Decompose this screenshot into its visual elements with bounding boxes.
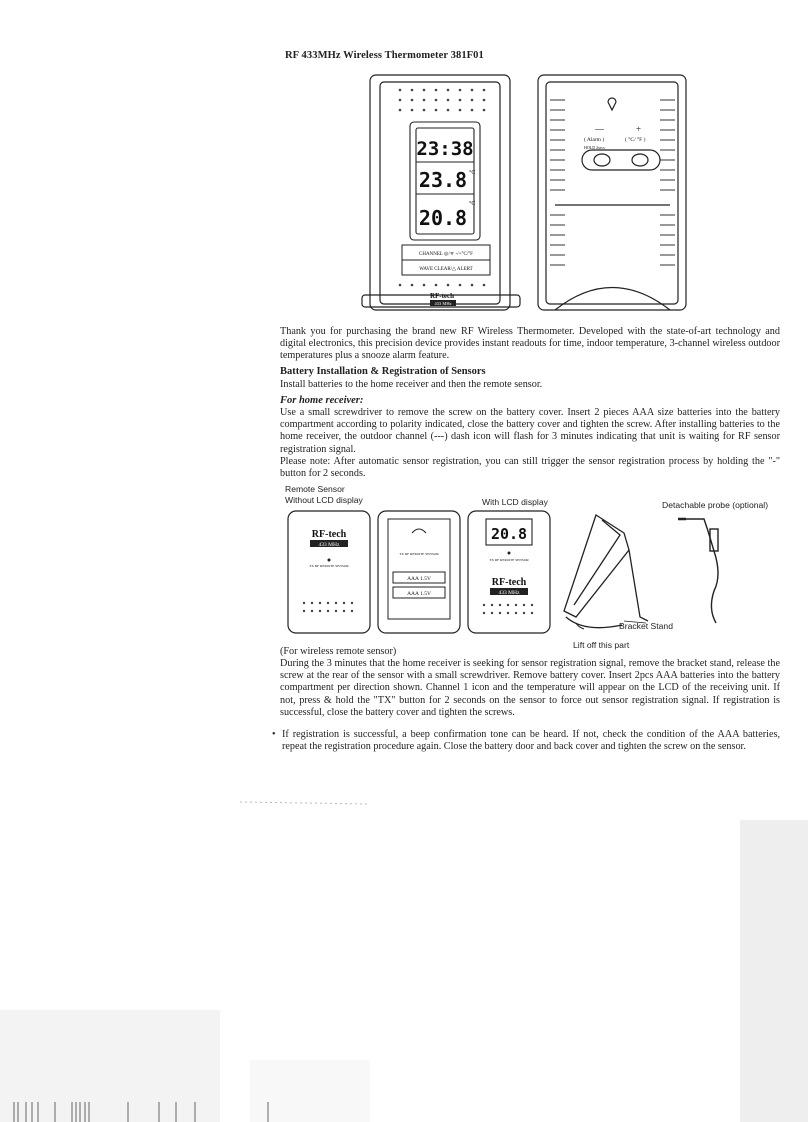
- back-minus-button[interactable]: [594, 154, 610, 166]
- wireless-text: During the 3 minutes that the home receiver is seeking for sensor registration signal, remove the bracket stand, release the screw at the rear of the sensor with a small screwdriver. Remove battery cover. Insert 2pcs AAA batteries into the battery compartment per direction shown. Channel 1 icon and the temperature will appear on the LCD of the receiving unit. If not, press & hold the "TX" button for 2 seconds on the sensor to force out sensor registration signal. If registration is successful, close the battery cover and tighten the screws.: [280, 658, 780, 718]
- intro-paragraph: Thank you for purchasing the brand new RF Wireless Thermometer. Developed with the state-of-art technology and digital electronics, this precision device provides instant readouts for time, indoor temperature, 3-channel wireless outdoor temperatures plus a snooze alarm feature.: [280, 326, 780, 362]
- battery-intro: Install batteries to the home receiver and then the remote sensor.: [280, 379, 543, 390]
- sensor-dots-1: [303, 602, 353, 612]
- with-lcd-label: With LCD display: [482, 497, 548, 507]
- note-text: Please note: After automatic sensor registration, you can still trigger the sensor registration process by holding the "-" button for 2 seconds.: [280, 456, 780, 480]
- sensor-brand-1: RF-tech: [311, 529, 347, 540]
- remote-sensor-label: Remote Sensor: [285, 484, 345, 494]
- lcd-indoor-temp: 23.8: [418, 168, 468, 192]
- tx-label-1: TX RF REMOTE SENSOR: [309, 564, 349, 568]
- home-receiver-heading: For home receiver:: [280, 395, 364, 406]
- sensor-led-1: [328, 559, 331, 562]
- document-title: RF 433MHz Wireless Thermometer 381F01: [285, 50, 484, 61]
- lcd-unit-indoor: °C: [469, 170, 476, 176]
- sensor-dots-2: [483, 604, 533, 614]
- receiver-brand-sub: 433 MHz: [434, 301, 452, 306]
- battery-1-label: AAA 1.5V: [407, 576, 431, 582]
- sensor-led-2: [508, 552, 511, 555]
- back-plus-label: +: [636, 124, 642, 134]
- sensor-brand-sub-1: 433 MHz: [318, 542, 340, 548]
- wireless-heading: (For wireless remote sensor): [280, 646, 397, 657]
- receiver-brand: RF-tech: [429, 292, 455, 300]
- sensor-side-view: [564, 515, 648, 628]
- probe-cable: [682, 519, 718, 623]
- buttons-row-1[interactable]: CHANNEL ◎/ᯤ -/+°C/°F: [419, 252, 473, 257]
- back-vent-slats: [550, 100, 675, 265]
- battery-2-label: AAA 1.5V: [407, 591, 431, 597]
- sensor-illustration: [284, 505, 754, 650]
- battery-compartment: [388, 519, 450, 619]
- buttons-row-2[interactable]: WAVE CLEAR/△ ALERT: [419, 267, 473, 272]
- lcd-outdoor-temp: 20.8: [418, 206, 468, 230]
- back-plus-button[interactable]: [632, 154, 648, 166]
- screw-slot-icon: [412, 529, 426, 533]
- scan-noise: [0, 760, 808, 1122]
- bullet-icon: •: [272, 729, 276, 740]
- bullet-text: If registration is successful, a beep confirmation tone can be heard. If not, check the condition of the AAA batteries, repeat the registration procedure again. Close the battery door and back cover and tighten the screw on the sensor.: [282, 729, 780, 753]
- probe-label: Detachable probe (optional): [662, 500, 769, 510]
- without-lcd-label: Without LCD display: [285, 495, 363, 505]
- back-alarm-label: ( Alarm ): [584, 137, 605, 143]
- tx-label-2: TX RF REMOTE SENSOR: [399, 552, 439, 556]
- sensor-brand-2: RF-tech: [491, 577, 527, 588]
- lcd-unit-outdoor: °C: [469, 201, 476, 207]
- lift-label: Lift off this part: [573, 640, 630, 650]
- back-minus-label: —: [595, 124, 604, 134]
- sensor-brand-sub-2: 433 MHz: [498, 590, 520, 596]
- back-hold-label: HOLD 2secs: [584, 145, 605, 150]
- battery-heading: Battery Installation & Registration of Sensors: [280, 366, 486, 377]
- sensor-lcd-value: 20.8: [490, 525, 528, 543]
- home-receiver-text: Use a small screwdriver to remove the screw on the battery cover. Insert 2 pieces AAA size batteries into the battery compartment according to polarity indicated, close the battery cover and tighten the screw. After installing batteries to the home receiver, the outdoor channel (---) dash icon will flash for 3 minutes indicating that unit is waiting for RF sensor registration signal.: [280, 407, 780, 455]
- bracket-stand-label: Bracket Stand: [619, 621, 673, 631]
- tx-label-3: TX RF REMOTE SENSOR: [489, 558, 529, 562]
- lcd-time: 23:38: [416, 138, 474, 160]
- hang-hole-icon: [608, 98, 616, 110]
- back-unit-label: ( °C/ °F ): [625, 137, 646, 143]
- receiver-illustration: [350, 70, 700, 320]
